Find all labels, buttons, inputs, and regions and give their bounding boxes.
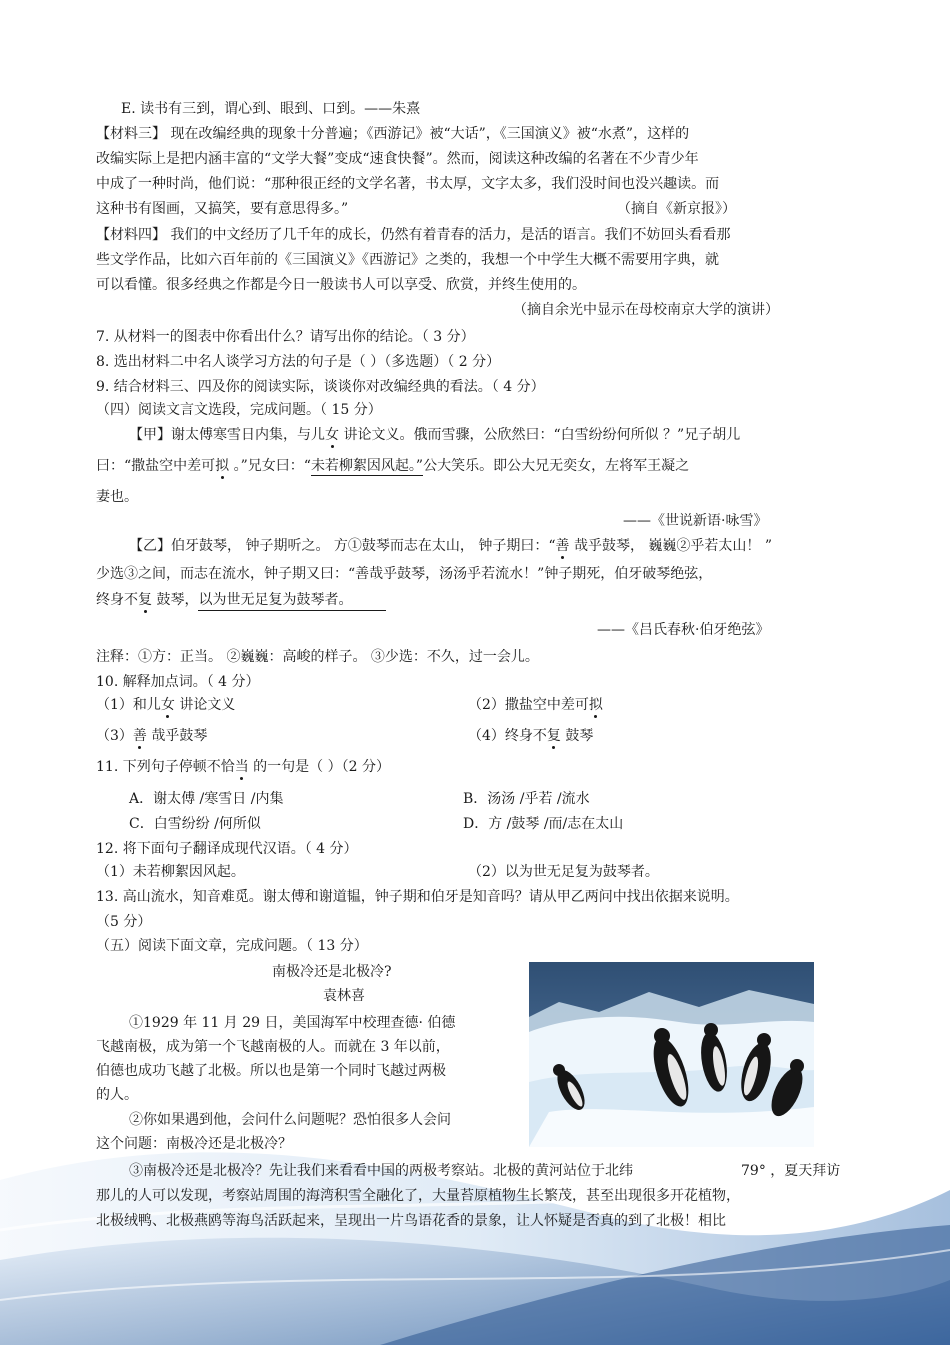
dotted-word: 复 <box>546 728 561 744</box>
material-four-source: （摘自余光中显示在母校南京大学的演讲） <box>513 302 779 318</box>
question-7: 7. 从材料一的图表中你看出什么？请写出你的结论。（ 3 分） <box>96 329 475 345</box>
dotted-word: 女 <box>325 427 339 443</box>
dotted-word: 当 <box>234 759 249 775</box>
question-text: 的一句是（ ）（2 分） <box>248 759 390 775</box>
dotted-word: 拟 <box>215 458 230 474</box>
dotted-word: 复 <box>138 592 152 608</box>
question-9: 9. 结合材料三、四及你的阅读实际，谈谈你对改编经典的看法。（ 4 分） <box>96 379 545 395</box>
annotations: 注释：①方：正当。 ②巍巍：高峻的样子。 ③少选：不久，过一会儿。 <box>96 649 539 665</box>
material-three-line-2: 改编实际上是把内涵丰富的“文学大餐”变成“速食快餐”。然而，阅读这种改编的名著在不少青少年 <box>96 151 699 167</box>
article-para-1-line-4: 的人。 <box>96 1087 138 1103</box>
option-a: A．谢太傅 /寒雪日 /内集 <box>129 791 284 807</box>
section-four-heading: （四）阅读文言文选段，完成问题。（ 15 分） <box>96 402 382 418</box>
article-para-3-latitude: 79° ，夏天拜访 <box>741 1163 841 1179</box>
material-three-line-1: 【材料三】 现在改编经典的现象十分普遍；《西游记》被“大话”，《三国演义》被“水煮”，这样的 <box>96 126 690 142</box>
item-text: 哉乎鼓琴 <box>146 728 208 744</box>
option-c: C．白雪纷纷 /何所似 <box>129 816 261 832</box>
passage-yi-line-2: 少选③之间，而志在流水，钟子期又曰：“善哉乎鼓琴，汤汤乎若流水！”钟子期死，伯牙破琴绝弦， <box>96 566 713 582</box>
penguins-illustration <box>529 962 814 1147</box>
question-10-item-4 <box>468 726 593 746</box>
passage-jia-line-1 <box>129 425 740 445</box>
question-10-item-3 <box>96 726 207 746</box>
question-text: 11. 下列句子停顿不恰 <box>96 759 235 775</box>
article-para-3-line-3: 北极绒鸭、北极燕鸥等海鸟活跃起来，呈现出一片鸟语花香的景象，让人怀疑是否真的到了北极！相比 <box>96 1213 726 1229</box>
item-text: 鼓琴 <box>560 728 594 744</box>
question-12-item-1: （1）未若柳絮因风起。 <box>96 864 245 880</box>
section-five-heading: （五）阅读下面文章，完成问题。（ 13 分） <box>96 938 368 954</box>
option-d: D．方 /鼓琴 /而/志在太山 <box>463 816 624 832</box>
article-title: 南极冷还是北极冷? <box>272 964 392 980</box>
dotted-word: 拟 <box>588 697 603 713</box>
dotted-word: 善 <box>555 538 570 554</box>
question-13-score: （5 分） <box>96 914 152 930</box>
item-text: （3） <box>96 728 133 744</box>
question-13: 13. 高山流水，知音难觅。谢太傅和谢道韫，钟子期和伯牙是知音吗？请从甲乙两问中找出依据来说明。 <box>96 889 739 905</box>
article-para-2-line-1: ②你如果遇到他，会问什么问题呢？恐怕很多人会问 <box>129 1112 451 1128</box>
passage-yi-text: 哉乎鼓琴， 巍巍②乎若太山！ ” <box>569 538 773 554</box>
passage-jia-text: 曰：“撒盐空中差可 <box>96 458 216 474</box>
penguins-on-ice-image <box>529 962 814 1147</box>
option-b: B．汤汤 /乎若 /流水 <box>463 791 590 807</box>
underlined-sentence: 以为世无足复为鼓琴者。 <box>198 590 386 611</box>
question-10-item-2 <box>468 695 603 715</box>
item-text: （2）撒盐空中差可 <box>468 697 589 713</box>
question-12-item-2: （2）以为世无足复为鼓琴者。 <box>468 864 659 880</box>
passage-yi-line-3 <box>96 590 386 611</box>
quote-zhuxi: E. 读书有三到，谓心到、眼到、口到。——朱熹 <box>121 101 421 117</box>
item-text: （1）和儿 <box>96 697 161 713</box>
material-four-line-3: 可以看懂。很多经典之作都是今日一般读书人可以享受、欣赏，并终生使用的。 <box>96 277 586 293</box>
passage-yi-line-1 <box>129 536 772 556</box>
question-11 <box>96 757 390 777</box>
passage-jia-line-3: 妻也。 <box>96 489 138 505</box>
article-author: 袁林喜 <box>323 988 365 1004</box>
question-10-item-1 <box>96 695 235 715</box>
dotted-word: 善 <box>132 728 147 744</box>
article-para-1-line-2: 飞越南极，成为第一个飞越南极的人。而就在 3 年以前， <box>96 1039 450 1055</box>
article-para-3-line-2: 那儿的人可以发现，考察站周围的海湾积雪全融化了，大量苔原植物生长繁茂，甚至出现很多开花植物， <box>96 1188 740 1204</box>
underlined-sentence: 未若柳絮因风起。” <box>310 458 424 474</box>
material-three-line-3: 中成了一种时尚，他们说：“那种很正经的文学名著，书太厚，文字太多，我们没时间也没兴趣读。而 <box>96 176 720 192</box>
question-8: 8. 选出材料二中名人谈学习方法的句子是（ ）（多选题）（ 2 分） <box>96 354 501 370</box>
material-four-line-2: 些文学作品，比如六百年前的《三国演义》《西游记》之类的，我想一个中学生大概不需要用字典，就 <box>96 252 719 268</box>
passage-yi-text: 【乙】伯牙鼓琴， 钟子期听之。 方①鼓琴而志在太山， 钟子期曰：“ <box>129 538 556 554</box>
dotted-word: 女 <box>160 697 175 713</box>
material-four-line-1: 【材料四】 我们的中文经历了几千年的成长，仍然有着青春的活力，是活的语言。我们不妨回头看看那 <box>96 227 731 243</box>
passage-jia-text: 公大笑乐。即公大兄无奕女，左将军王凝之 <box>423 458 690 474</box>
passage-jia-source: ——《世说新语·咏雪》 <box>623 513 768 529</box>
passage-jia-text: 【甲】谢太傅寒雪日内集，与儿 <box>129 427 325 443</box>
article-para-1-line-1: ①1929 年 11 月 29 日，美国海军中校理查德· 伯德 <box>129 1015 456 1031</box>
article-para-3-line-1: ③南极冷还是北极冷？先让我们来看看中国的两极考察站。北极的黄河站位于北纬 <box>129 1163 633 1179</box>
question-12: 12. 将下面句子翻译成现代汉语。（ 4 分） <box>96 841 358 857</box>
question-10: 10. 解释加点词。（ 4 分） <box>96 674 260 690</box>
item-text: （4）终身不 <box>468 728 547 744</box>
passage-yi-text: 终身不 <box>96 592 138 608</box>
material-three-source: （摘自《新京报》） <box>617 201 736 217</box>
passage-jia-text: 讲论文义。俄而雪骤，公欣然曰：“白雪纷纷何所似 ？”兄子胡儿 <box>339 427 741 443</box>
article-para-2-line-2: 这个问题：南极冷还是北极冷？ <box>96 1136 292 1152</box>
passage-jia-text: 。”兄女曰：“ <box>229 458 311 474</box>
material-three-line-4: 这种书有图画，又搞笑，要有意思得多。” <box>96 201 349 217</box>
item-text: 讲论文义 <box>174 697 236 713</box>
passage-yi-source: ——《吕氏春秋·伯牙绝弦》 <box>597 622 770 638</box>
passage-yi-text: 鼓琴， <box>152 592 199 608</box>
passage-jia-line-2 <box>96 456 689 476</box>
article-para-1-line-3: 伯德也成功飞越了北极。所以也是第一个同时飞越过两极 <box>96 1063 446 1079</box>
